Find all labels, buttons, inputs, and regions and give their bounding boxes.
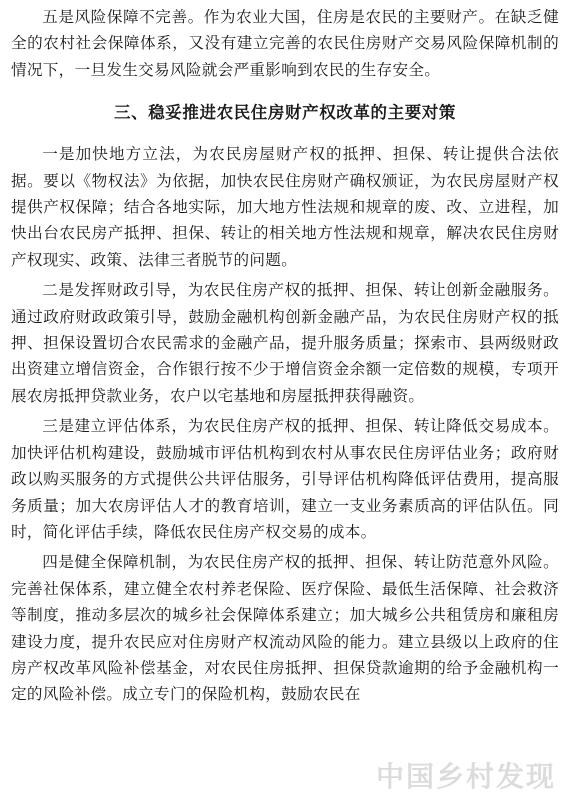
paragraph-finance: 二是发挥财政引导，为农民住房产权的抵押、担保、转让创新金融服务。通过政府财政政策引导，鼓励金融机构创新金融产品，为农民住房财产权的抵押、担保设置切合农民需求的金融产品，提升服务质量；探索市、县两级财政出资建立增信资金，合作银行按不少于增信资金余额一定倍数的规模，专项开展农房抵押贷款业务，农户以宅基地和房屋抵押获得融资。 xyxy=(11,281,559,405)
section-heading: 三、稳妥推进农民住房财产权改革的主要对策 xyxy=(114,103,456,123)
paragraph-legislation: 一是加快地方立法，为农民房屋财产权的抵押、担保、转让提供合法依据。要以《物权法》为依据，加快农民住房财产确权颁证，为农民房屋财产权提供产权保障；结合各地实际，加大地方性法规和规章的废、改、立进程，加快出台农民房产抵押、担保、转让的相关地方性法规和规章，解决农民住房财产权现实、政策、法律三者脱节的问题。 xyxy=(11,145,559,269)
paragraph-security: 四是健全保障机制，为农民住房产权的抵押、担保、转让防范意外风险。完善社保体系，建立健全农村养老保险、医疗保险、最低生活保障、社会救济等制度，推动多层次的城乡社会保障体系建立；加大城乡公共租赁房和廉租房建设力度，提升农民应对住房财产权流动风险的能力。建立县级以上政府的住房产权改革风险补偿基金，对农民住房抵押、担保贷款逾期的给予金融机构一定的风险补偿。成立专门的保险机构，鼓励农民在 xyxy=(11,553,559,704)
paragraph-intro: 五是风险保障不完善。作为农业大国，住房是农民的主要财产。在缺乏健全的农村社会保障体系，又没有建立完善的农民住房财产交易风险保障机制的情况下，一旦发生交易风险就会严重影响到农民的生存安全。 xyxy=(11,8,559,79)
watermark-logo: 中国乡村发现 xyxy=(375,760,556,793)
paragraph-evaluation: 三是建立评估体系，为农民住房产权的抵押、担保、转让降低交易成本。加快评估机构建设，鼓励城市评估机构到农村从事农民住房评估业务；政府财政以购买服务的方式提供公共评估服务，引导评估机构降低评估费用，提高服务质量；加大农房评估人才的教育培训，建立一支业务素质高的评估队伍。同时，简化评估手续，降低农民住房产权交易的成本。 xyxy=(11,417,559,541)
